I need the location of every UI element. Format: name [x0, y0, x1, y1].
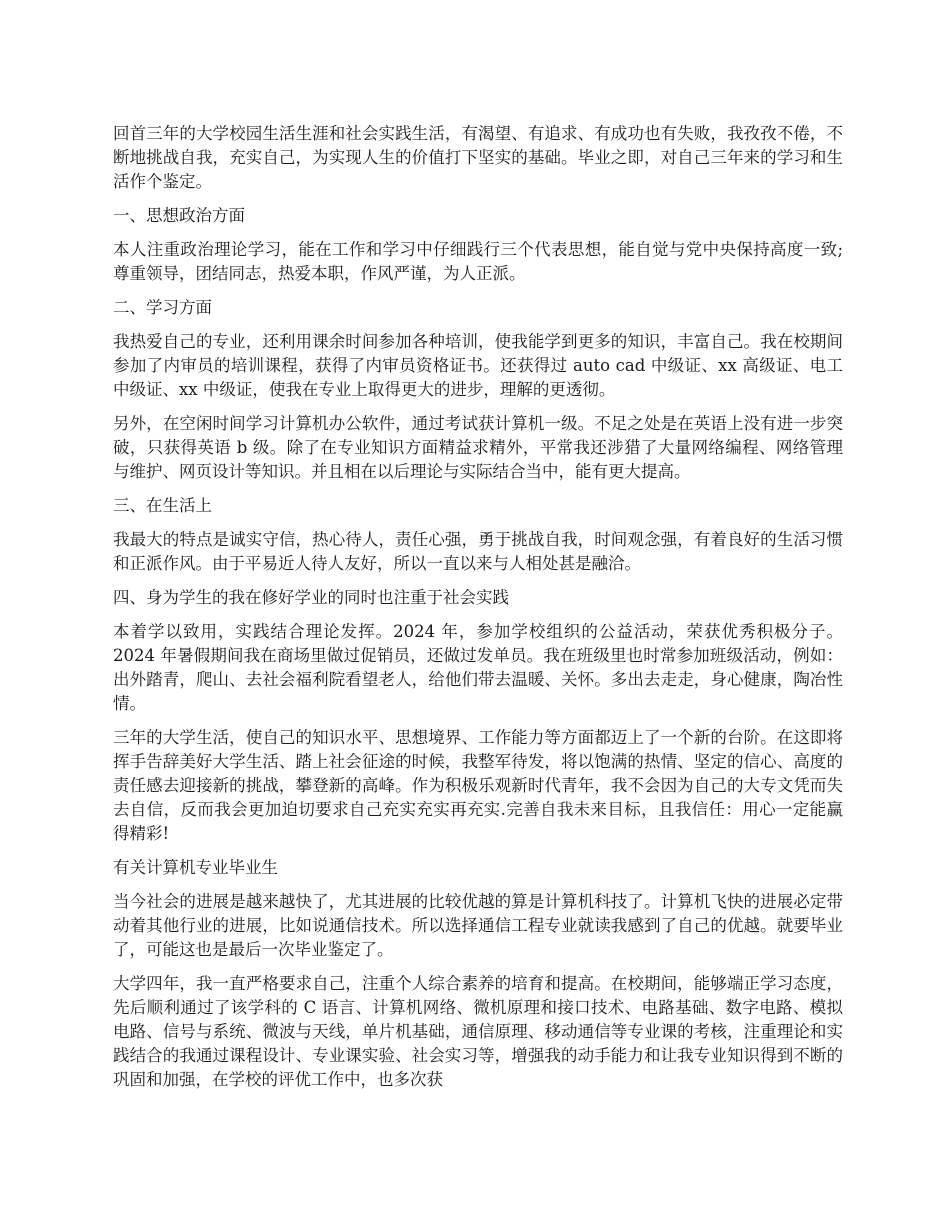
section-heading-study: 二、学习方面 — [113, 298, 212, 317]
section-heading-life: 三、在生活上 — [113, 496, 212, 515]
life-paragraph: 我最大的特点是诚实守信，热心待人，责任心强，勇于挑战自我，时间观念强，有着良好的生活习惯和正派作风。由于平易近人待人友好，所以一直以来与人相处甚是融洽。 — [113, 530, 843, 573]
computer-paragraph: 当今社会的进展是越来越快了，尤其进展的比较优越的算是计算机科技了。计算机飞快的进展必定带动着其他行业的进展，比如说通信技术。所以选择通信工程专业就读我感到了自己的优越。就要毕业了，可能这也是最后一次毕业鉴定了。 — [113, 892, 843, 959]
study-paragraph-2: 另外，在空闲时间学习计算机办公软件，通过考试获计算机一级。不足之处是在英语上没有进一步突破，只获得英语 b 级。除了在专业知识方面精益求精外，平常我还涉猎了大量网络编程、网络管理与维护、网页设计等知识。并且相在以后理论与实际结合当中，能有更大提高。 — [113, 414, 843, 481]
practice-paragraph: 本着学以致用，实践结合理论发挥。2024 年，参加学校组织的公益活动，荣获优秀积极分子。2024 年暑假期间我在商场里做过促销员，还做过发单员。我在班级里也时常参加班级活动，例如：出外踏青，爬山、去社会福利院看望老人，给他们带去温暖、关怀。多出去走走，身心健康，陶冶性情。 — [113, 622, 843, 713]
political-paragraph: 本人注重政治理论学习，能在工作和学习中仔细践行三个代表思想，能自觉与党中央保持高度一致;尊重领导，团结同志，热爱本职，作风严谨，为人正派。 — [113, 240, 843, 283]
section-heading-practice: 四、身为学生的我在修好学业的同时也注重于社会实践 — [113, 588, 509, 607]
intro-paragraph: 回首三年的大学校园生活生涯和社会实践生活，有渴望、有追求、有成功也有失败，我孜孜不倦，不断地挑战自我，充实自己，为实现人生的价值打下坚实的基础。毕业之即，对自己三年来的学习和生活作个鉴定。 — [113, 124, 843, 191]
section-heading-computer: 有关计算机专业毕业生 — [113, 858, 278, 877]
summary-paragraph: 三年的大学生活，使自己的知识水平、思想境界、工作能力等方面都迈上了一个新的台阶。在这即将挥手告辞美好大学生活、踏上社会征途的时候，我整军待发，将以饱满的热情、坚定的信心、高度的责任感去迎接新的挑战，攀登新的高峰。作为积极乐观新时代青年，我不会因为自己的大专文凭而失去自信，反而我会更加迫切要求自己充实充实再充实.完善自我未来目标，且我信任：用心一定能赢得精彩! — [113, 728, 843, 843]
section-heading-political: 一、思想政治方面 — [113, 206, 245, 225]
study-paragraph: 我热爱自己的专业，还利用课余时间参加各种培训，使我能学到更多的知识，丰富自己。我在校期间参加了内审员的培训课程，获得了内审员资格证书。还获得过 auto cad 中级证、xx 高级证、电工中级证、xx 中级证，使我在专业上取得更大的进步，理解的更透彻。 — [113, 332, 843, 399]
university-paragraph: 大学四年，我一直严格要求自己，注重个人综合素养的培育和提高。在校期间，能够端正学习态度，先后顺利通过了该学科的 C 语言、计算机网络、微机原理和接口技术、电路基础、数字电路、模拟电路、信号与系统、微波与天线，单片机基础，通信原理、移动通信等专业课的考核，注重理论和实践结合的我通过课程设计、专业课实验、社会实习等，增强我的动手能力和让我专业知识得到不断的巩固和加强，在学校的评优工作中，也多次获 — [113, 974, 843, 1089]
document-body — [113, 122, 843, 1102]
